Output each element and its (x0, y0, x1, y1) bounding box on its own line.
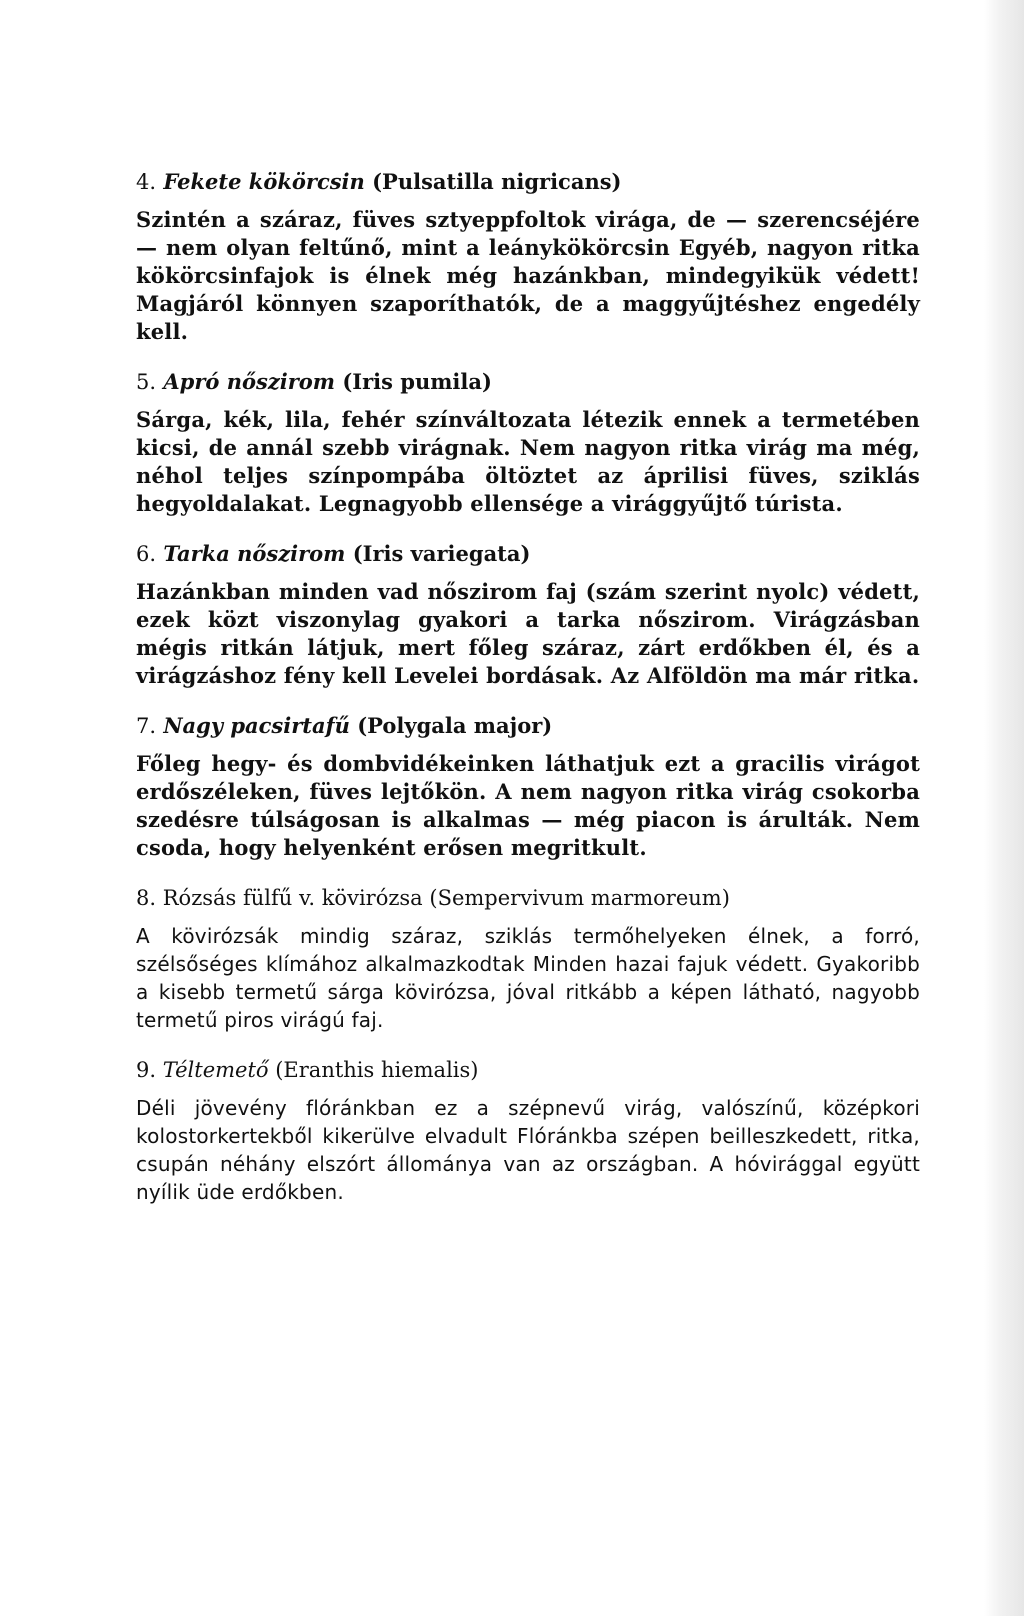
entry-hungarian-name: Apró nőszirom (163, 369, 336, 394)
entry-description: Hazánkban minden vad nőszirom faj (szám szerint nyolc) védett, ezek közt viszonylag gyakori a tarka nőszirom. Virágzásban mégis ritkán látjuk, mert főleg száraz, zárt erdőkben él, és a virágzáshoz fény kell Levelei bordásak. Az Alföldön ma már ritka. (136, 579, 920, 688)
entry-description: Szintén a száraz, füves sztyeppfoltok virága, de — szerencséjére — nem olyan feltűnő, mint a leánykökörcsin Egyéb, nagyon ritka kökörcsinfajok is élnek még hazánkban, mindegyikük védett! Magjáról könnyen szaporíthatók, de a maggyűjtéshez engedély kell. (136, 207, 920, 344)
entry-latin-name: (Sempervivum marmoreum) (429, 886, 730, 910)
entry-latin-name: (Polygala major) (357, 713, 553, 738)
entry-heading (136, 368, 920, 396)
entry-hungarian-name: Tarka nőszirom (163, 541, 346, 566)
entry-number: 5. (136, 370, 157, 394)
entry-description: Sárga, kék, lila, fehér színváltozata létezik ennek a termetében kicsi, de annál szebb virágnak. Nem nagyon ritka virág ma még, néhol teljes színpompába öltöztet az áprilisi füves, sziklás hegyoldalakat. Legnagyobb ellensége a virággyűjtő túrista. (136, 407, 920, 516)
entry-hungarian-name: Téltemető (162, 1058, 269, 1082)
entry-9 (136, 1056, 920, 1206)
entry-number: 4. (136, 170, 157, 194)
entry-7 (136, 712, 920, 862)
entry-latin-name: (Pulsatilla nigricans) (372, 169, 622, 194)
document-page (136, 168, 920, 1228)
entry-heading (136, 540, 920, 568)
entry-description: Déli jövevény flóránkban ez a szépnevű virág, valószínű, középkori kolostorkertekből kikerülve elvadult Flóránkba szépen beilleszkedett, ritka, csupán néhány elszórt állománya van az országban. A hóvirággal együtt nyílik üde erdőkben. (136, 1096, 920, 1204)
entry-4 (136, 168, 920, 346)
entry-number: 9. (136, 1058, 157, 1082)
entry-number: 8. (136, 886, 157, 910)
entry-number: 6. (136, 542, 157, 566)
entry-6 (136, 540, 920, 690)
entry-latin-name: (Iris variegata) (352, 541, 531, 566)
entry-hungarian-name: Nagy pacsirtafű (163, 713, 350, 738)
entry-hungarian-name: Fekete kökörcsin (163, 169, 365, 194)
entry-latin-name: (Eranthis hiemalis) (275, 1058, 479, 1082)
entry-heading (136, 1056, 920, 1084)
entry-5 (136, 368, 920, 518)
entry-heading (136, 884, 920, 912)
entry-description: A kövirózsák mindig száraz, sziklás termőhelyeken élnek, a forró, szélsőséges klímához alkalmazkodtak Minden hazai fajuk védett. Gyakoribb a kisebb termetű sárga kövirózsa, jóval ritkább a képen látható, nagyobb termetű piros virágú faj. (136, 924, 920, 1032)
entry-heading (136, 712, 920, 740)
scan-edge (984, 0, 1024, 1616)
entry-number: 7. (136, 714, 157, 738)
entry-latin-name: (Iris pumila) (342, 369, 492, 394)
entry-heading (136, 168, 920, 196)
entry-hungarian-name: Rózsás fülfű v. kövirózsa (162, 886, 423, 910)
entry-8 (136, 884, 920, 1034)
entry-description: Főleg hegy- és dombvidékeinken láthatjuk ezt a gracilis virágot erdőszéleken, füves lejtőkön. A nem nagyon ritka virág csokorba szedésre túlságosan is alkalmas — még piacon is árulták. Nem csoda, hogy helyenként erősen megritkult. (136, 751, 920, 860)
